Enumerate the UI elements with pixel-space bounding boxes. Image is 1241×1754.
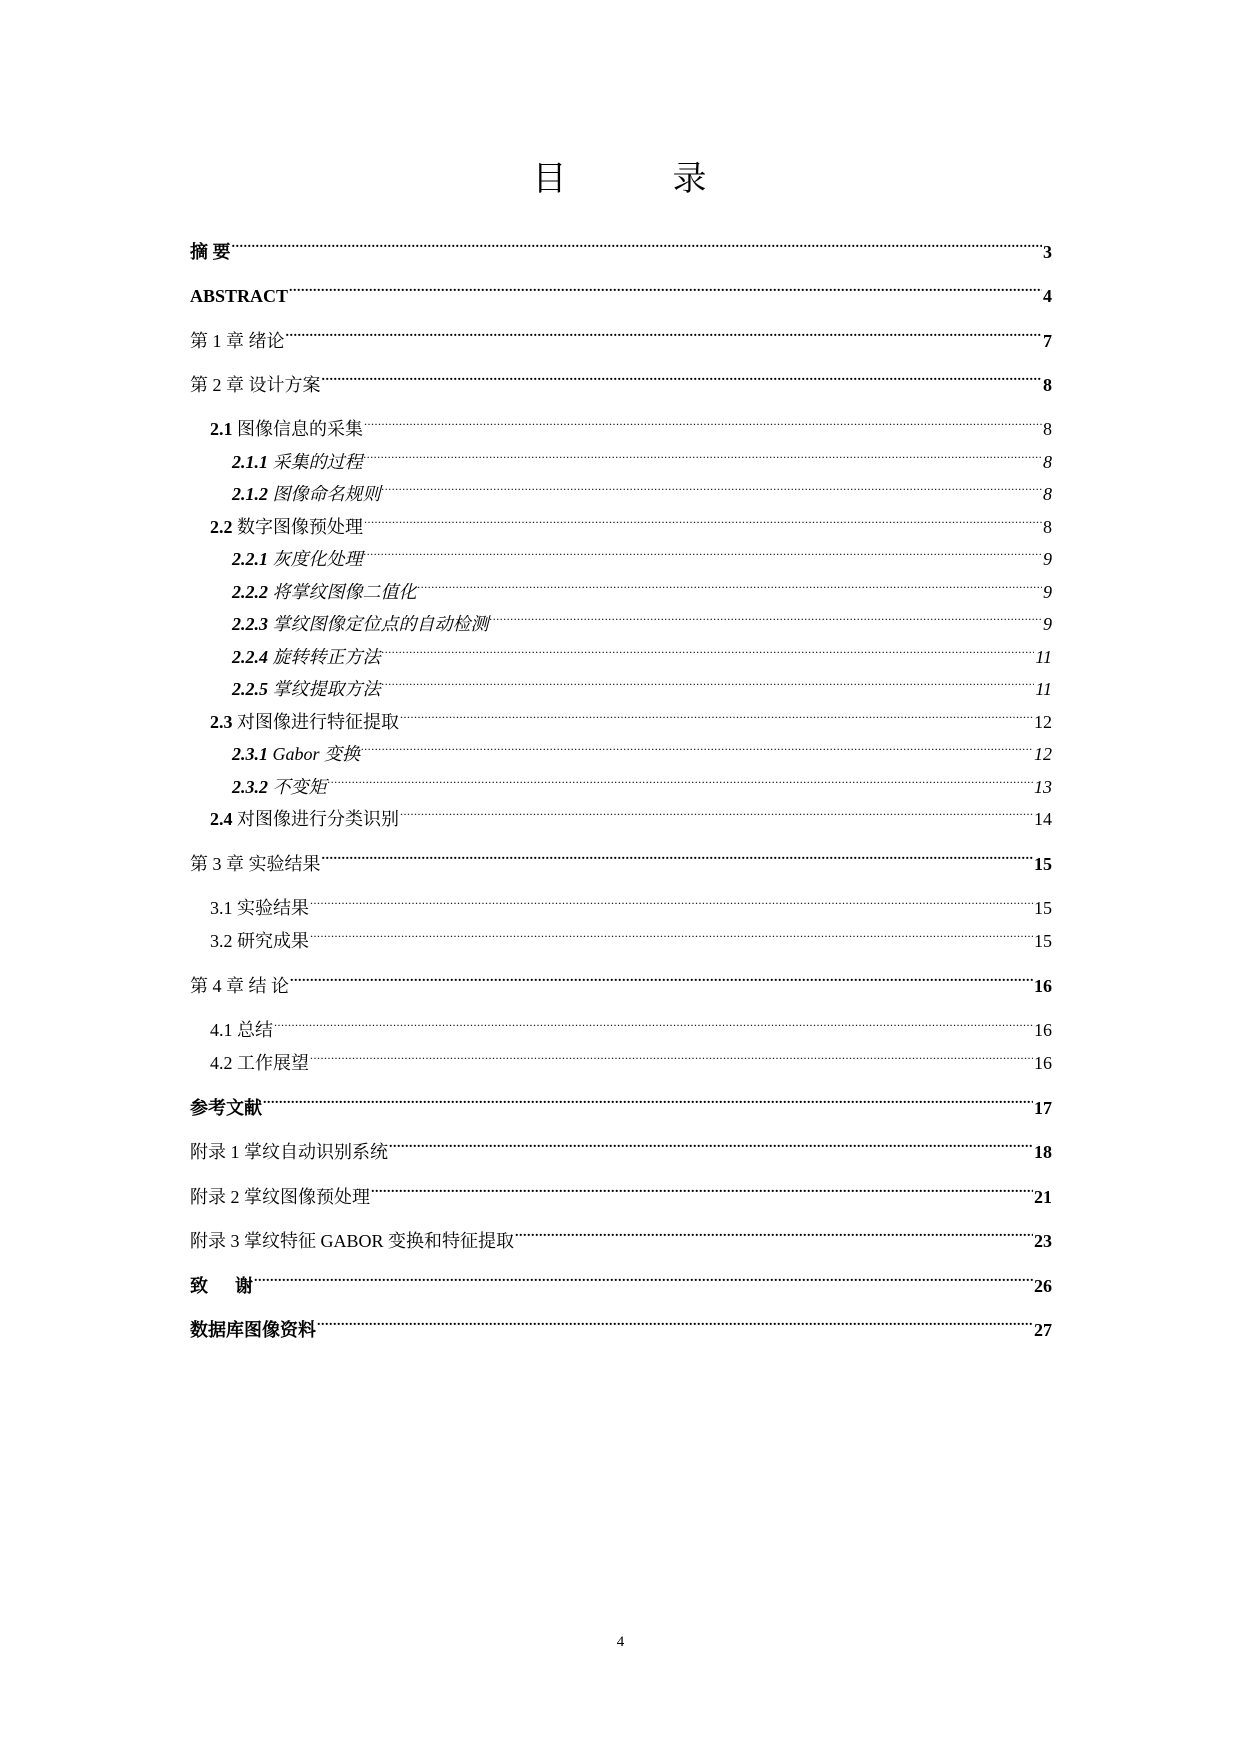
toc-leader-dots xyxy=(490,602,1043,630)
toc-entry-page: 8 xyxy=(1043,517,1052,537)
toc-leader-dots xyxy=(254,1264,1033,1292)
toc-entry-appendix-3[interactable] xyxy=(190,1219,1052,1251)
toc-entry-label: 附录 2 掌纹图像预处理 xyxy=(190,1187,370,1207)
toc-entry-page: 16 xyxy=(1034,1020,1052,1040)
toc-entry-4-2[interactable] xyxy=(210,1041,1052,1073)
toc-entry-page: 16 xyxy=(1034,976,1052,996)
toc-entry-chapter-2[interactable] xyxy=(190,363,1052,395)
toc-entry-page: 23 xyxy=(1034,1231,1052,1251)
toc-entry-page: 27 xyxy=(1034,1320,1052,1340)
toc-entry-number: 2.2.2 xyxy=(232,582,268,602)
toc-entry-abstract-en[interactable] xyxy=(190,274,1052,306)
toc-leader-dots xyxy=(310,1041,1033,1069)
toc-leader-dots xyxy=(286,319,1043,347)
toc-entry-2-1-2[interactable] xyxy=(232,472,1052,504)
toc-leader-dots xyxy=(232,230,1043,258)
toc-entry-label: 附录 3 掌纹特征 GABOR 变换和特征提取 xyxy=(190,1231,515,1251)
toc-entry-label: 3.2 研究成果 xyxy=(210,931,309,951)
toc-entry-2-1-1[interactable] xyxy=(232,440,1052,472)
toc-entry-label: 旋转转正方法 xyxy=(268,647,381,667)
toc-entry-page: 9 xyxy=(1043,582,1052,602)
toc-entry-label: ABSTRACT xyxy=(190,286,289,306)
toc-entry-page: 16 xyxy=(1034,1053,1052,1073)
toc-entry-number: 2.1 xyxy=(210,419,233,439)
toc-leader-dots xyxy=(364,537,1043,565)
toc-entry-label: 不变矩 xyxy=(268,777,327,797)
toc-entry-page: 17 xyxy=(1034,1098,1052,1118)
toc-entry-label: 致 谢 xyxy=(190,1276,253,1296)
toc-entry-2-2-3[interactable] xyxy=(232,602,1052,634)
toc-leader-dots xyxy=(289,274,1042,302)
toc-entry-number: 2.4 xyxy=(210,809,233,829)
toc-entry-acknowledgements[interactable] xyxy=(190,1264,1052,1296)
toc-entry-page: 8 xyxy=(1043,375,1052,395)
toc-entry-number: 2.2.1 xyxy=(232,549,268,569)
toc-entry-label: 图像信息的采集 xyxy=(232,419,363,439)
toc-entry-2-3-2[interactable] xyxy=(232,765,1052,797)
toc-leader-dots xyxy=(322,363,1043,391)
toc-entry-label: 第 2 章 设计方案 xyxy=(190,375,321,395)
toc-leader-dots xyxy=(310,919,1033,947)
toc-leader-dots xyxy=(400,700,1033,728)
toc-entry-number: 2.1.1 xyxy=(232,452,268,472)
toc-leader-dots xyxy=(317,1308,1033,1336)
toc-entry-label: 附录 1 掌纹自动识别系统 xyxy=(190,1142,388,1162)
toc-entry-page: 11 xyxy=(1035,647,1052,667)
toc-entry-number: 2.3.2 xyxy=(232,777,268,797)
toc-entry-label: 第 4 章 结 论 xyxy=(190,976,289,996)
toc-entry-page: 12 xyxy=(1034,744,1052,764)
toc-entry-number: 2.2.5 xyxy=(232,679,268,699)
toc-entry-2-2-1[interactable] xyxy=(232,537,1052,569)
toc-leader-dots xyxy=(364,505,1042,533)
toc-entry-label: 4.1 总结 xyxy=(210,1020,273,1040)
toc-leader-dots xyxy=(364,440,1043,468)
toc-entry-label: 3.1 实验结果 xyxy=(210,898,309,918)
toc-entry-label: 4.2 工作展望 xyxy=(210,1053,309,1073)
toc-leader-dots xyxy=(389,1130,1033,1158)
toc-entry-page: 18 xyxy=(1034,1142,1052,1162)
toc-leader-dots xyxy=(263,1086,1033,1114)
toc-entry-number: 2.2.4 xyxy=(232,647,268,667)
toc-leader-dots xyxy=(364,407,1042,435)
toc-entry-label: 数据库图像资料 xyxy=(190,1320,316,1340)
toc-entry-2-1[interactable] xyxy=(210,407,1052,439)
toc-entry-4-1[interactable] xyxy=(210,1008,1052,1040)
toc-leader-dots xyxy=(371,1175,1033,1203)
toc-entry-label: Gabor 变换 xyxy=(268,744,361,764)
toc-entry-label: 对图像进行特征提取 xyxy=(232,712,399,732)
toc-leader-dots xyxy=(515,1219,1033,1247)
toc-entry-2-2-5[interactable] xyxy=(232,667,1052,699)
toc-entry-appendix-1[interactable] xyxy=(190,1130,1052,1162)
toc-entry-2-2-2[interactable] xyxy=(232,570,1052,602)
toc-entry-page: 15 xyxy=(1034,898,1052,918)
toc-entry-appendix-2[interactable] xyxy=(190,1175,1052,1207)
toc-entry-label: 将掌纹图像二值化 xyxy=(268,582,417,602)
toc-entry-2-3[interactable] xyxy=(210,700,1052,732)
toc-entry-2-3-1[interactable] xyxy=(232,732,1052,764)
toc-entry-page: 12 xyxy=(1034,712,1052,732)
toc-entry-number: 2.3.1 xyxy=(232,744,268,764)
toc-leader-dots xyxy=(400,797,1033,825)
toc-leader-dots xyxy=(328,765,1034,793)
toc-entry-references[interactable] xyxy=(190,1086,1052,1118)
toc-entry-page: 9 xyxy=(1043,614,1052,634)
toc-leader-dots xyxy=(382,667,1035,695)
toc-entry-chapter-4[interactable] xyxy=(190,964,1052,996)
toc-entry-2-2[interactable] xyxy=(210,505,1052,537)
toc-entry-page: 14 xyxy=(1034,809,1052,829)
toc-entry-number: 2.1.2 xyxy=(232,484,268,504)
toc-leader-dots xyxy=(382,635,1035,663)
toc-entry-abstract-cn[interactable] xyxy=(190,230,1052,262)
toc-leader-dots xyxy=(322,842,1034,870)
toc-entry-page: 9 xyxy=(1043,549,1052,569)
toc-entry-label: 对图像进行分类识别 xyxy=(232,809,399,829)
toc-entry-database-images[interactable] xyxy=(190,1308,1052,1340)
page-number: 4 xyxy=(616,1634,625,1650)
toc-entry-3-2[interactable] xyxy=(210,919,1052,951)
toc-leader-dots xyxy=(382,472,1043,500)
toc-entry-page: 15 xyxy=(1034,854,1052,874)
toc-entry-chapter-1[interactable] xyxy=(190,319,1052,351)
toc-entry-label: 参考文献 xyxy=(190,1098,262,1118)
toc-entry-2-4[interactable] xyxy=(210,797,1052,829)
toc-leader-dots xyxy=(310,886,1033,914)
toc-entry-label: 第 1 章 绪论 xyxy=(190,331,285,351)
toc-entry-page: 15 xyxy=(1034,931,1052,951)
toc-entry-number: 2.2.3 xyxy=(232,614,268,634)
toc-entry-label: 数字图像预处理 xyxy=(232,517,363,537)
toc-leader-dots xyxy=(418,570,1043,598)
toc-entry-page: 3 xyxy=(1043,242,1052,262)
toc-entry-label: 摘 要 xyxy=(190,242,231,262)
toc-entry-number: 2.3 xyxy=(210,712,233,732)
toc-leader-dots xyxy=(290,964,1033,992)
toc-entry-2-2-4[interactable] xyxy=(232,635,1052,667)
toc-entry-label: 掌纹提取方法 xyxy=(268,679,381,699)
toc-entry-label: 第 3 章 实验结果 xyxy=(190,854,321,874)
toc-entry-label: 采集的过程 xyxy=(268,452,363,472)
toc-entry-page: 11 xyxy=(1035,679,1052,699)
toc-entry-label: 图像命名规则 xyxy=(268,484,381,504)
toc-entry-page: 4 xyxy=(1043,286,1052,306)
toc-entry-page: 13 xyxy=(1034,777,1052,797)
toc-entry-page: 8 xyxy=(1043,452,1052,472)
toc-leader-dots xyxy=(274,1008,1033,1036)
toc-leader-dots xyxy=(361,732,1033,760)
toc-entry-label: 灰度化处理 xyxy=(268,549,363,569)
toc-entry-page: 8 xyxy=(1043,419,1052,439)
toc-entry-page: 26 xyxy=(1034,1276,1052,1296)
toc-entry-page: 8 xyxy=(1043,484,1052,504)
toc-entry-label: 掌纹图像定位点的自动检测 xyxy=(268,614,489,634)
toc-entry-page: 7 xyxy=(1043,331,1052,351)
toc-entry-number: 2.2 xyxy=(210,517,233,537)
page-title: 目 录 xyxy=(532,161,709,198)
toc-entry-chapter-3[interactable] xyxy=(190,842,1052,874)
toc-entry-3-1[interactable] xyxy=(210,886,1052,918)
toc-entry-page: 21 xyxy=(1034,1187,1052,1207)
